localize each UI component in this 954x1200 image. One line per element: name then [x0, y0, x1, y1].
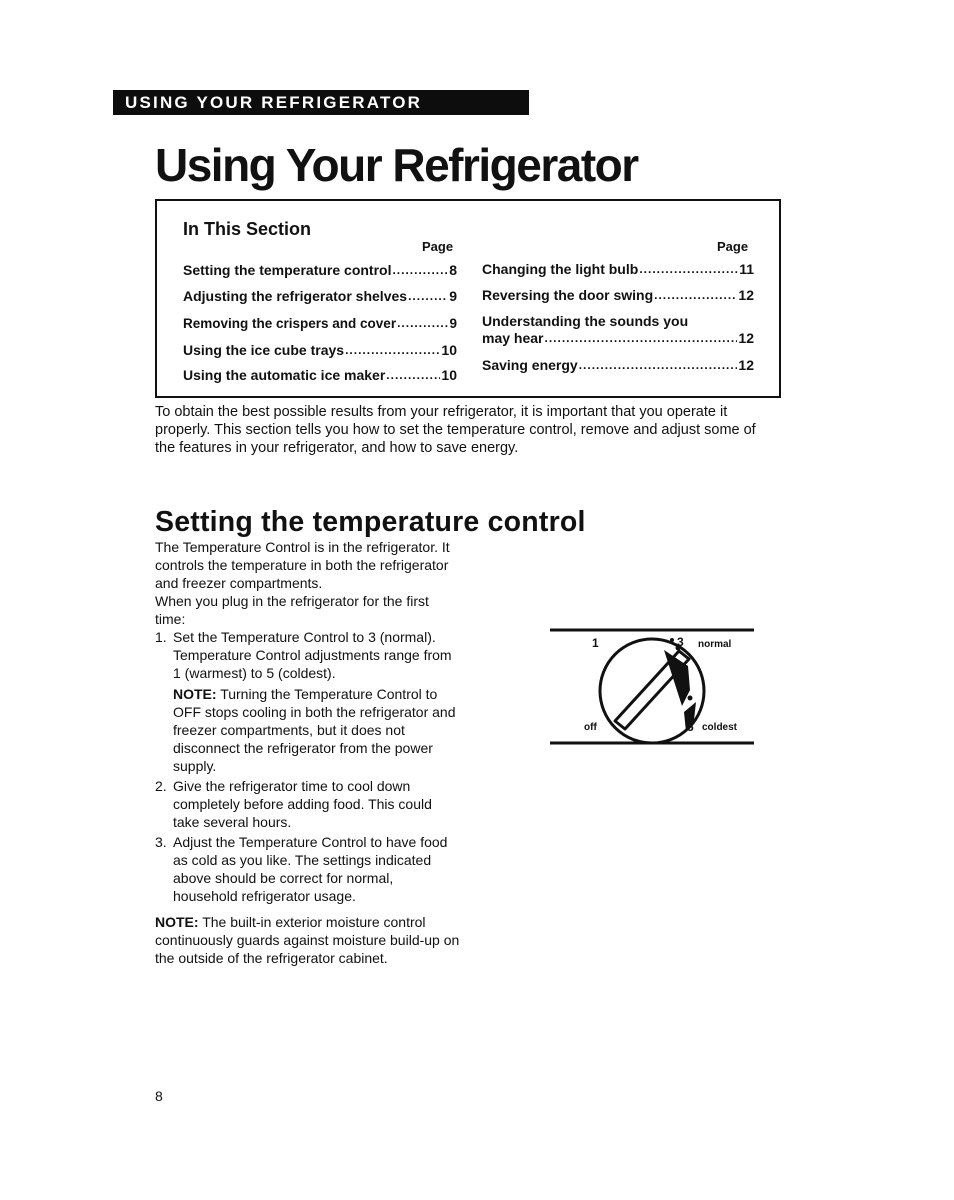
toc-entry[interactable]	[183, 367, 457, 384]
toc-entry-page: 10	[441, 342, 457, 358]
step-number: 3.	[155, 834, 167, 850]
toc-entry[interactable]	[482, 287, 754, 304]
section-title: Setting the temperature control	[155, 506, 586, 538]
list-item	[155, 833, 460, 905]
dial-label-1: 1	[592, 636, 599, 650]
toc-entry-text: Using the ice cube trays	[183, 342, 345, 358]
list-item	[155, 777, 460, 831]
toc-entry[interactable]	[482, 357, 754, 374]
toc-page-label-left: Page	[422, 239, 454, 254]
dial-dot	[670, 638, 674, 642]
section-banner: USING YOUR REFRIGERATOR	[113, 90, 529, 115]
table-of-contents	[155, 199, 781, 398]
page-number: 8	[155, 1088, 163, 1104]
step-text: Give the refrigerator time to cool down completely before adding food. This could take several hours.	[173, 778, 432, 830]
list-item	[155, 628, 460, 775]
note-text: Turning the Temperature Control to OFF stops cooling in both the refrigerator and freezer compartments, but it does not disconnect the refrigerator from the power supply.	[173, 686, 456, 774]
toc-entry-text: Using the automatic ice maker	[183, 367, 386, 383]
toc-entry-text: Reversing the door swing	[482, 287, 654, 303]
note-label: NOTE:	[173, 686, 217, 702]
toc-entry-page: 9	[449, 316, 457, 331]
toc-entry-page: 12	[738, 357, 754, 373]
toc-entry-text: Setting the temperature control	[183, 262, 392, 278]
step-number: 2.	[155, 778, 167, 794]
toc-entry[interactable]	[183, 342, 457, 359]
body-paragraph: The Temperature Control is in the refrigerator. It controls the temperature in both the refrigerator and freezer compartments.	[155, 539, 450, 591]
step-number: 1.	[155, 629, 167, 645]
note-text: The built-in exterior moisture control continuously guards against moisture build-up on the outside of the refrigerator cabinet.	[155, 914, 460, 966]
step-text: Adjust the Temperature Control to have food as cold as you like. The settings indicated above should be correct for normal, household refrigerator usage.	[173, 834, 448, 904]
toc-entry-text: Saving energy	[482, 357, 578, 373]
toc-entry-page: 10	[441, 367, 457, 383]
intro-paragraph: To obtain the best possible results from your refrigerator, it is important that you operate it properly. This section tells you how to set the temperature control, remove and adjust some of the features in your refrigerator, and how to save energy.	[155, 404, 756, 456]
section-body	[155, 538, 460, 967]
dial-label-off: off	[584, 722, 597, 733]
toc-entry-text: Changing the light bulb	[482, 261, 639, 277]
toc-page-label-right: Page	[717, 239, 749, 254]
dial-label-3: 3	[677, 635, 684, 649]
toc-entry-text: Adjusting the refrigerator shelves	[183, 288, 408, 304]
temperature-control-dial	[540, 620, 770, 750]
dial-dot	[688, 696, 693, 701]
toc-entry-text: Understanding the sounds you	[482, 313, 689, 329]
toc-entry[interactable]	[183, 315, 457, 332]
step-note	[173, 685, 460, 775]
toc-entry[interactable]	[183, 262, 457, 279]
page-title: Using Your Refrigerator	[155, 139, 638, 191]
toc-entry-page: 8	[449, 262, 457, 278]
body-paragraph: When you plug in the refrigerator for the first time:	[155, 593, 429, 627]
step-text: Set the Temperature Control to 3 (normal). Temperature Control adjustments range from 1 (warmest) to 5 (coldest).	[173, 629, 452, 681]
toc-entry-page: 12	[738, 330, 754, 346]
dial-label-normal: normal	[698, 639, 732, 650]
dial-label-5: 5	[687, 720, 694, 734]
toc-entry-text: Removing the crispers and cover	[183, 316, 397, 331]
dial-label-coldest: coldest	[702, 722, 738, 733]
closing-note	[155, 913, 460, 967]
toc-entry-page: 12	[738, 287, 754, 303]
toc-entry[interactable]	[482, 261, 754, 278]
toc-heading: In This Section	[183, 219, 312, 239]
toc-entry[interactable]	[183, 288, 457, 305]
note-label: NOTE:	[155, 914, 199, 930]
toc-entry[interactable]	[482, 313, 754, 347]
steps-list	[155, 628, 460, 905]
toc-entry-page: 11	[739, 261, 754, 277]
toc-entry-text-continued: may hear	[482, 330, 544, 346]
toc-entry-page: 9	[449, 288, 457, 304]
